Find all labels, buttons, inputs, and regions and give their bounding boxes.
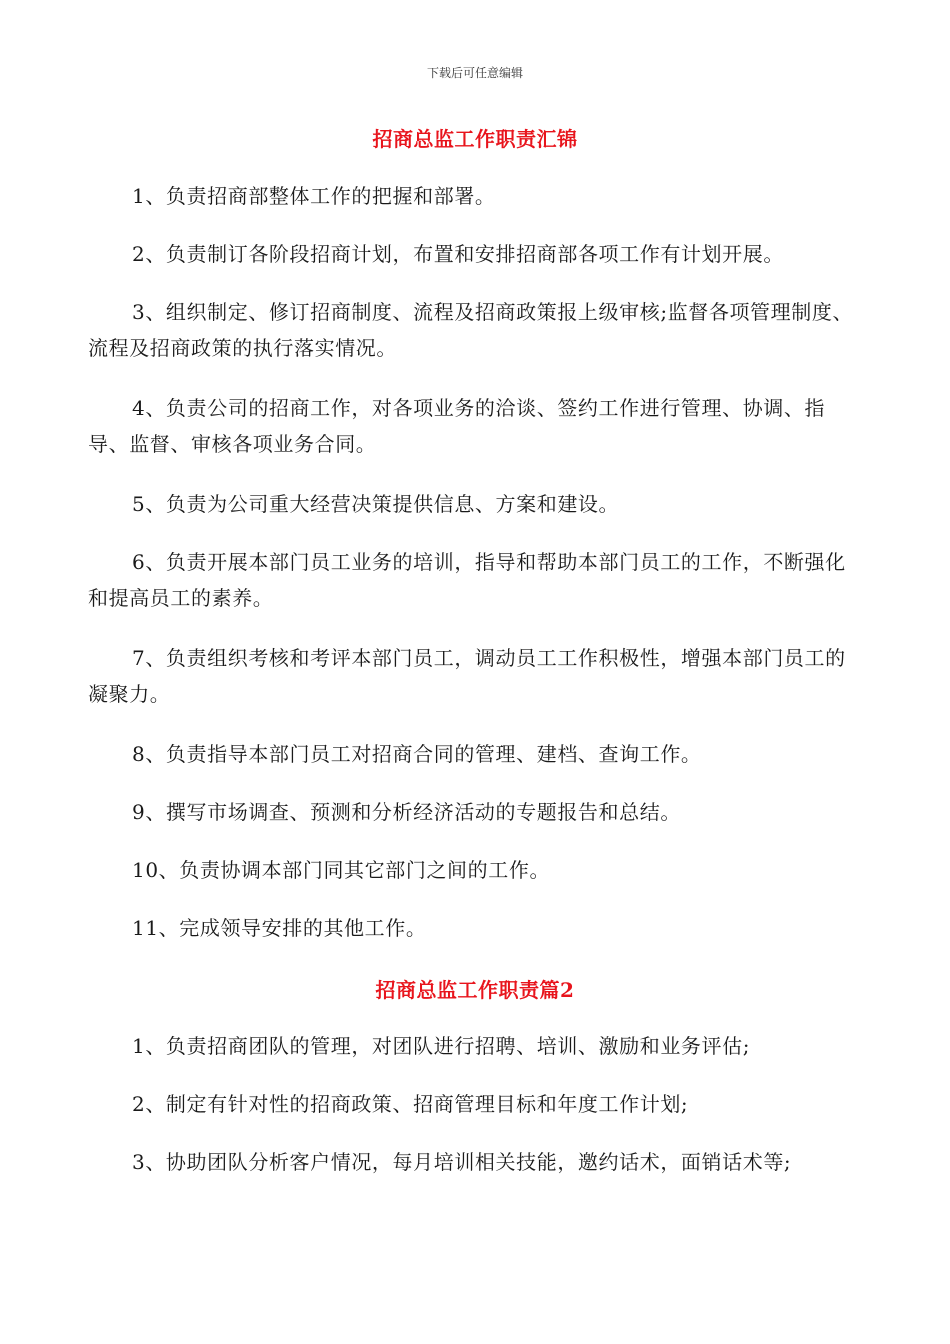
page-header-note: 下载后可任意编辑 bbox=[426, 66, 523, 80]
section-title-1: 招商总监工作职责汇锦 bbox=[372, 127, 578, 151]
list-item: 2、负责制订各阶段招商计划，布置和安排招商部各项工作有计划开展。 bbox=[132, 242, 784, 266]
list-item: 3、组织制定、修订招商制度、流程及招商政策报上级审核;监督各项管理制度、流程及招商政策的执行落实情况。 bbox=[88, 300, 854, 360]
list-item: 1、负责招商部整体工作的把握和部署。 bbox=[132, 184, 496, 208]
list-item: 4、负责公司的招商工作，对各项业务的洽谈、签约工作进行管理、协调、指导、监督、审核各项业务合同。 bbox=[88, 396, 826, 456]
list-item: 10、负责协调本部门同其它部门之间的工作。 bbox=[132, 858, 551, 882]
list-item: 9、撰写市场调查、预测和分析经济活动的专题报告和总结。 bbox=[132, 800, 681, 824]
section-title-2: 招商总监工作职责篇2 bbox=[375, 978, 575, 1002]
list-item: 1、负责招商团队的管理，对团队进行招聘、培训、激励和业务评估; bbox=[132, 1034, 751, 1058]
list-item: 2、制定有针对性的招商政策、招商管理目标和年度工作计划; bbox=[132, 1092, 689, 1116]
list-item: 5、负责为公司重大经营决策提供信息、方案和建设。 bbox=[132, 492, 620, 516]
list-item: 3、协助团队分析客户情况，每月培训相关技能，邀约话术，面销话术等; bbox=[132, 1150, 792, 1174]
list-item: 6、负责开展本部门员工业务的培训，指导和帮助本部门员工的工作，不断强化和提高员工的素养。 bbox=[88, 550, 846, 610]
list-item: 7、负责组织考核和考评本部门员工，调动员工工作积极性，增强本部门员工的凝聚力。 bbox=[88, 646, 846, 706]
list-item: 11、完成领导安排的其他工作。 bbox=[132, 916, 427, 940]
list-item: 8、负责指导本部门员工对招商合同的管理、建档、查询工作。 bbox=[132, 742, 702, 766]
